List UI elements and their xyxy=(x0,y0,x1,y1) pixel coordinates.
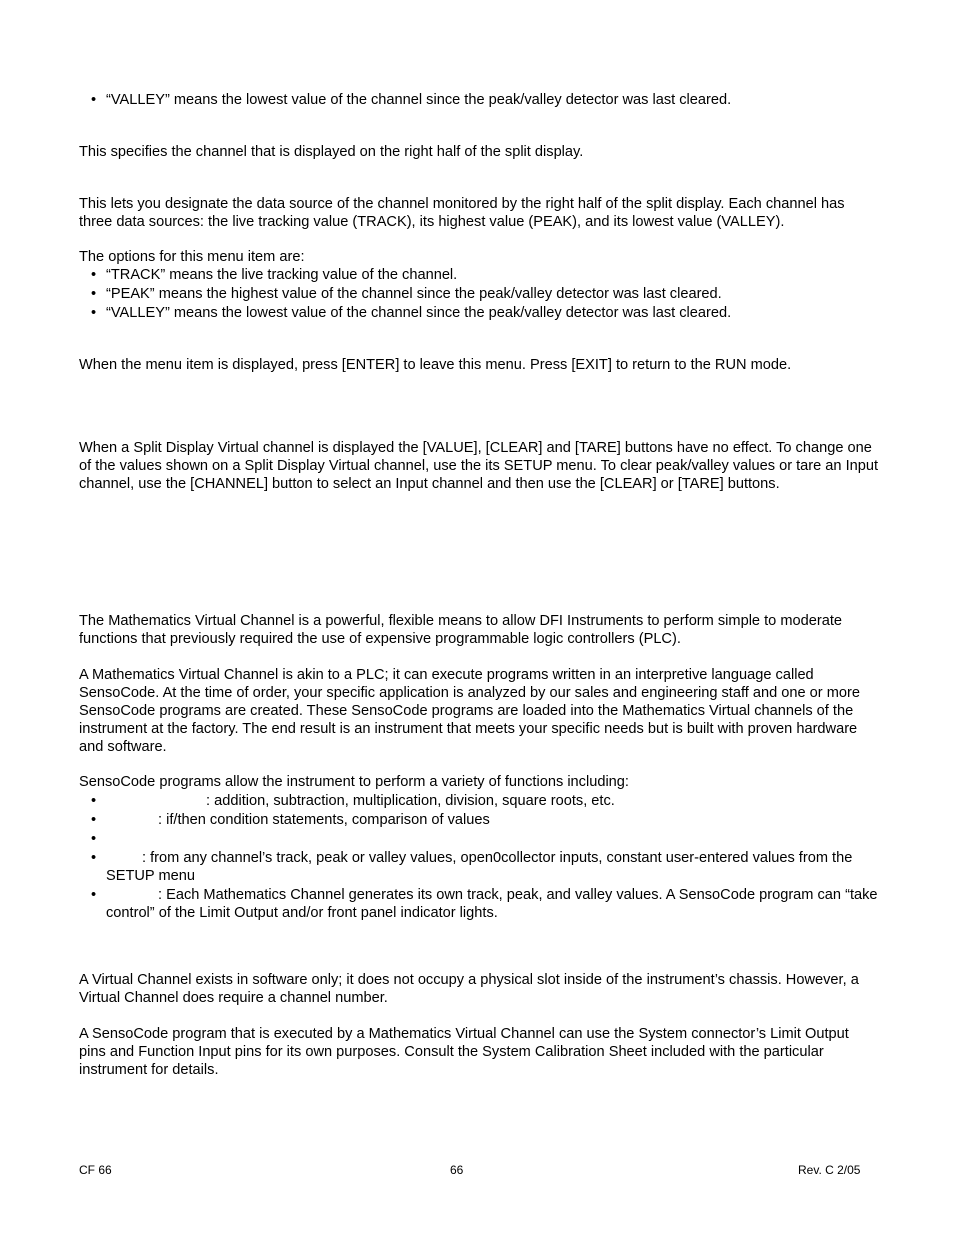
split-buttons-paragraph: When a Split Display Virtual channel is displayed the [VALUE], [CLEAR] and [TARE] buttons have no effect. To change one of the values shown on a Split Display Virtual channel, use the its SETUP menu. To clear peak/valley values or tare an Input channel, use the [CHANNEL] button to select an Input channel and then use the [CLEAR] or [TARE] buttons. xyxy=(79,440,879,492)
function-logic xyxy=(91,811,881,829)
option-peak xyxy=(91,285,881,303)
math-intro-paragraph: The Mathematics Virtual Channel is a powerful, flexible means to allow DFI Instruments to perform simple to moderate functions that previously required the use of expensive programmable logic controllers (PLC). xyxy=(79,613,842,647)
function-inputs xyxy=(91,849,881,885)
option-valley xyxy=(91,304,881,322)
function-text: : if/then condition statements, comparison of values xyxy=(158,812,490,828)
bullet-icon: • xyxy=(91,305,97,321)
bullet-icon: • xyxy=(91,887,97,903)
data-source-paragraph: This lets you designate the data source of the channel monitored by the right half of the split display. Each channel has three data sources: the live tracking value (TRACK), its highest value (PEAK), and its lowest value (VALLEY). xyxy=(79,196,845,230)
bullet-icon: • xyxy=(91,286,97,302)
valley-bullet-top xyxy=(91,91,881,109)
bullet-icon: • xyxy=(91,793,97,809)
bullet-icon: • xyxy=(91,831,97,847)
function-text: : from any channel’s track, peak or valley values, open0collector inputs, constant user-entered values from the SETUP menu xyxy=(106,850,853,884)
function-outputs xyxy=(91,886,881,922)
bullet-icon: • xyxy=(91,812,97,828)
sensocode-pins-paragraph: A SensoCode program that is executed by a Mathematics Virtual Channel can use the System connector’s Limit Output pins and Function Input pins for its own purposes. Consult the System Calibration Sheet included with the particular instrument for details. xyxy=(79,1026,849,1078)
bullet-icon: • xyxy=(91,92,97,108)
enter-exit-paragraph: When the menu item is displayed, press [ENTER] to leave this menu. Press [EXIT] to return to the RUN mode. xyxy=(79,357,792,373)
option-text: “VALLEY” means the lowest value of the channel since the peak/valley detector was last cleared. xyxy=(106,305,732,321)
functions-intro: SensoCode programs allow the instrument to perform a variety of functions including: xyxy=(79,774,629,790)
bullet-text: “VALLEY” means the lowest value of the channel since the peak/valley detector was last cleared. xyxy=(106,92,732,108)
footer-doc-id: CF 66 xyxy=(79,1163,112,1177)
footer-page-number: 66 xyxy=(450,1163,464,1177)
options-intro: The options for this menu item are: xyxy=(79,249,305,265)
function-text: : addition, subtraction, multiplication, division, square roots, etc. xyxy=(206,793,615,809)
option-track xyxy=(91,266,881,284)
bullet-icon: • xyxy=(91,850,97,866)
bullet-icon: • xyxy=(91,267,97,283)
virtual-channel-paragraph: A Virtual Channel exists in software only; it does not occupy a physical slot inside of the instrument’s chassis. However, a Virtual Channel does require a channel number. xyxy=(79,972,859,1006)
function-math xyxy=(91,792,881,810)
footer-revision: Rev. C 2/05 xyxy=(798,1163,861,1177)
option-text: “PEAK” means the highest value of the channel since the peak/valley detector was last cleared. xyxy=(106,286,722,302)
plc-paragraph: A Mathematics Virtual Channel is akin to a PLC; it can execute programs written in an interpretive language called SensoCode. At the time of order, your specific application is analyzed by our sales and engineering staff and one or more SensoCode programs are created. These SensoCode programs are loaded into the Mathematics Virtual channels of the instrument at the factory. The end result is an instrument that meets your specific needs but is built with proven hardware and software. xyxy=(79,667,860,755)
right-half-paragraph: This specifies the channel that is displayed on the right half of the split display. xyxy=(79,144,584,160)
option-text: “TRACK” means the live tracking value of the channel. xyxy=(106,267,458,283)
function-text: : Each Mathematics Channel generates its own track, peak, and valley values. A SensoCode program can “take control” of the Limit Output and/or front panel indicator lights. xyxy=(106,887,878,921)
